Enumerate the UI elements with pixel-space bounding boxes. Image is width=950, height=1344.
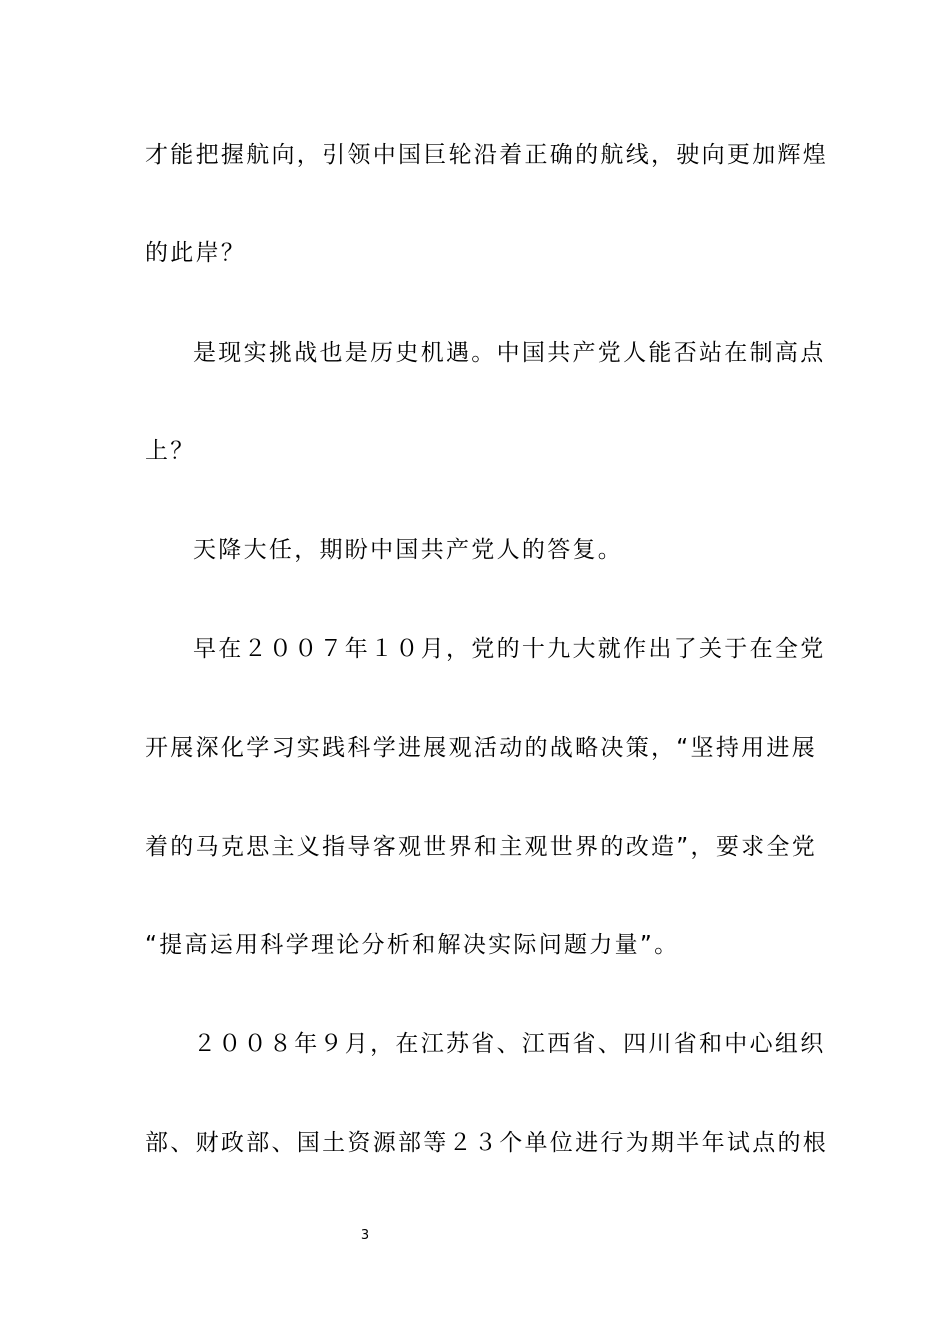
text-line: 才能把握航向，引领中国巨轮沿着正确的航线，驶向更加辉煌 [145,142,829,168]
text-line: 上？ [145,438,196,464]
text-line: “提高运用科学理论分析和解决实际问题力量”。 [145,932,680,958]
text-line: 部、财政部、国土资源部等２３个单位进行为期半年试点的根 [145,1130,829,1156]
text-line: 早在２００７年１０月，党的十九大就作出了关于在全党 [193,636,826,662]
text-line: 的此岸？ [145,240,247,266]
text-line: 着的马克思主义指导客观世界和主观世界的改造”，要求全党 [145,834,818,860]
text-line: 是现实挑战也是历史机遇。中国共产党人能否站在制高点 [193,340,826,366]
text-line: 天降大任，期盼中国共产党人的答复。 [193,537,624,563]
page-number: 3 [360,1228,370,1243]
text-line: 开展深化学习实践科学进展观活动的战略决策，“坚持用进展 [145,735,818,761]
text-line: ２００８年９月，在江苏省、江西省、四川省和中心组织 [193,1031,826,1057]
